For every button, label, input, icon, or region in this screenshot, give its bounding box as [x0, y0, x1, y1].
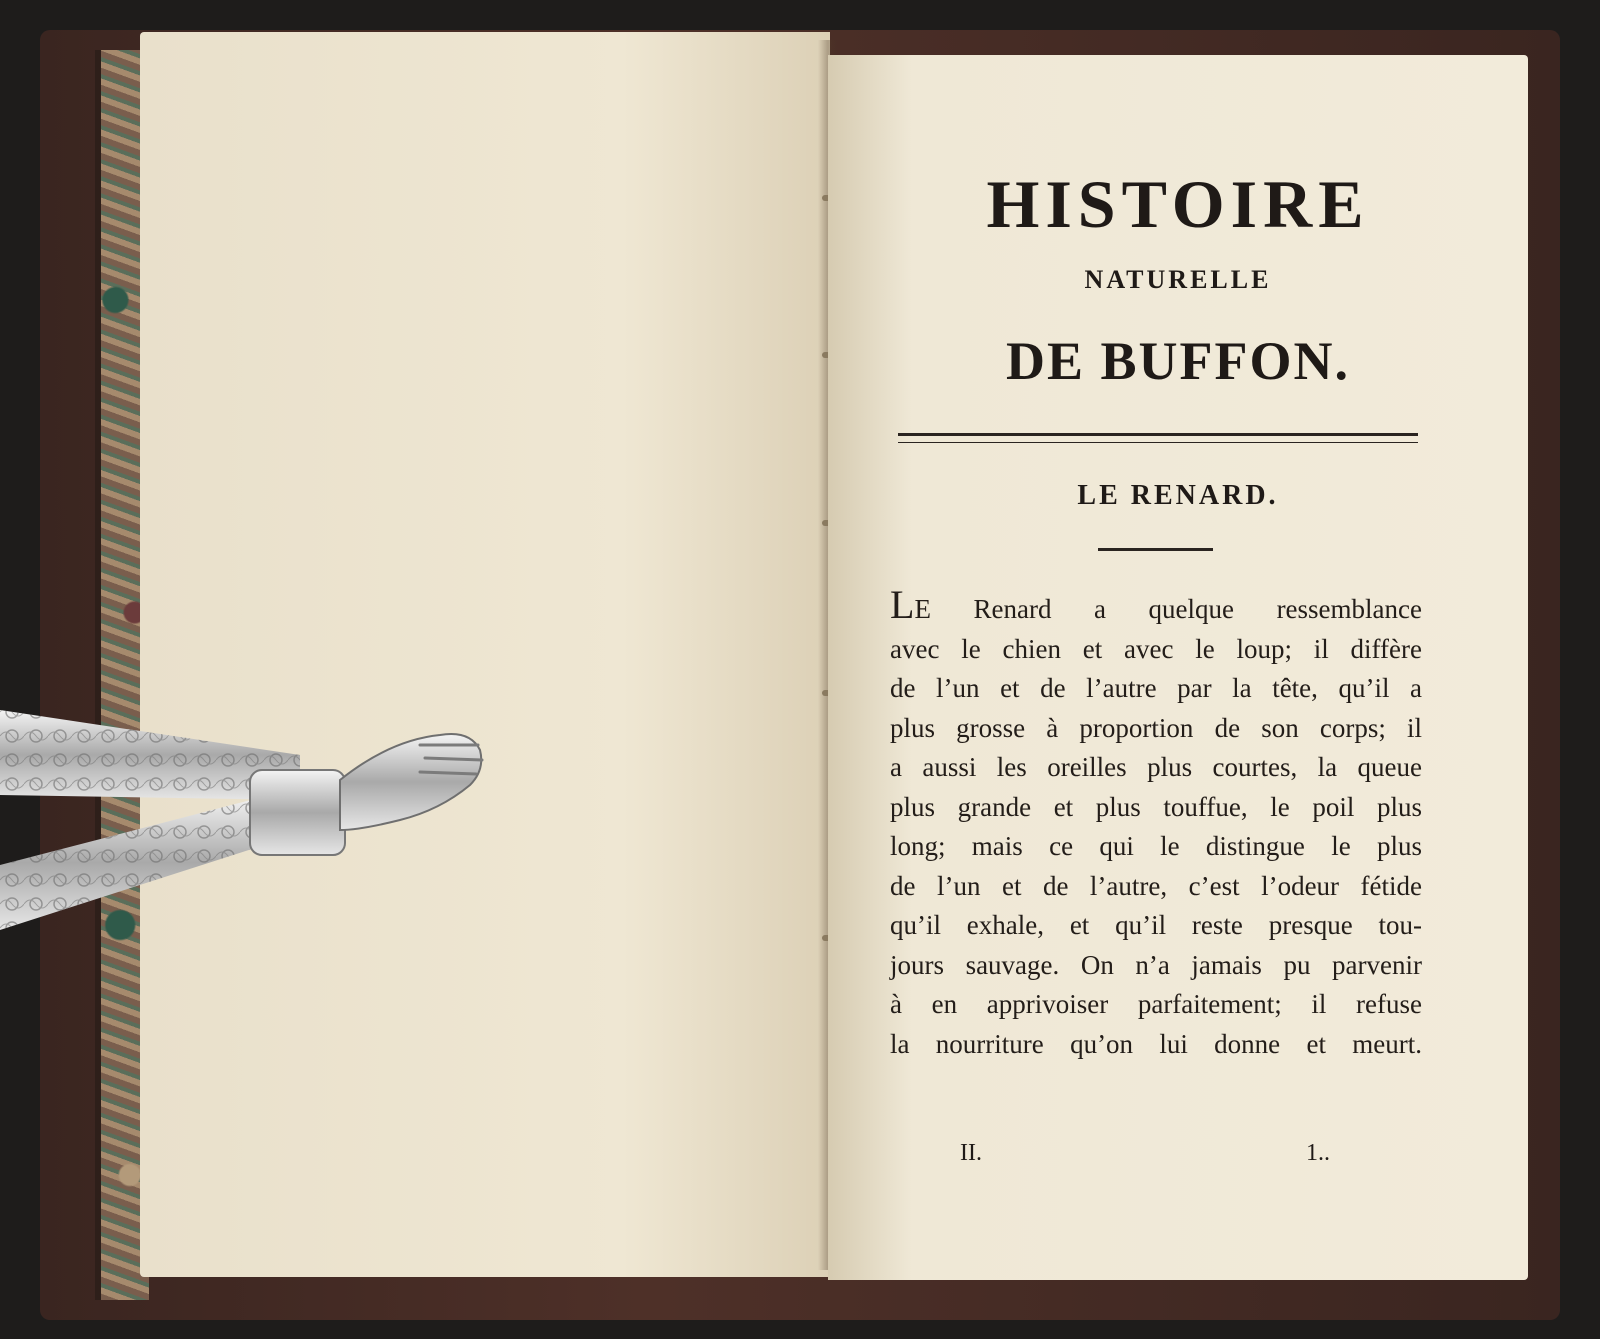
right-page: [828, 55, 1528, 1280]
body-line: avec le chien et avec le loup; il diffère: [890, 633, 1422, 664]
body-line: long; mais ce qui le distingue le plus: [890, 831, 1422, 861]
page-title: HISTOIRE: [986, 166, 1370, 242]
hand-clasp: [250, 734, 482, 855]
body-line: qu’il exhale, et qu’il reste presque tou-: [890, 910, 1422, 940]
body-line: la nourriture qu’on lui donne et meurt.: [890, 1028, 1422, 1059]
silver-hand-bookmark-icon: [0, 700, 520, 960]
left-page: [140, 32, 830, 1277]
page-subtitle: NATURELLE: [1084, 265, 1272, 294]
short-rule: [1098, 548, 1213, 551]
double-rule: [898, 433, 1418, 443]
page-number: 1..: [1306, 1140, 1330, 1166]
body-line: à en apprivoiser parfaitement; il refuse: [890, 989, 1422, 1019]
signature-mark: II.: [960, 1140, 982, 1166]
body-line: de l’un et de l’autre par la tête, qu’il a: [890, 673, 1422, 703]
page-author: DE BUFFON.: [1006, 331, 1350, 391]
body-line: plus grosse à proportion de son corps; il: [890, 712, 1422, 743]
body-line: jours sauvage. On n’a jamais pu parvenir: [890, 949, 1422, 980]
body-line: a aussi les oreilles plus courtes, la queue: [890, 752, 1422, 782]
bookmark-strip-lower: [0, 795, 280, 930]
body-line: LE Renard a quelque ressemblance: [890, 582, 1422, 627]
drop-cap: L: [890, 582, 915, 627]
body-line: plus grande et plus touffue, le poil plus: [890, 791, 1422, 822]
section-heading: LE RENARD.: [1077, 480, 1279, 511]
body-line: de l’un et de l’autre, c’est l’odeur fétide: [890, 870, 1422, 901]
body-text: [890, 582, 1422, 1064]
